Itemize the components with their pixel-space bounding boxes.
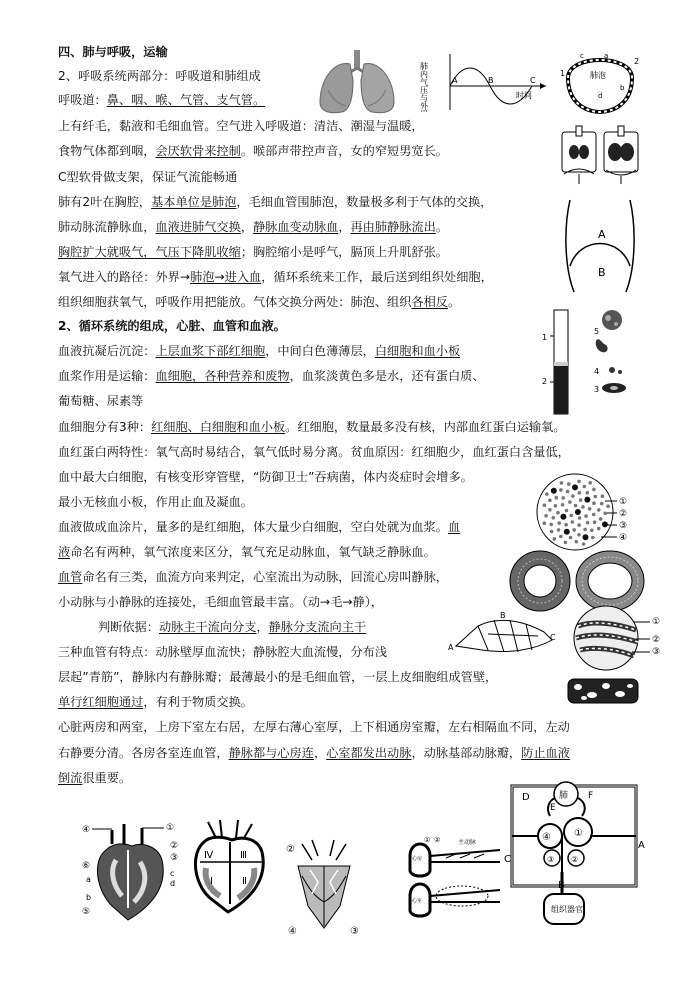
alveolus-figure [560,48,640,120]
text-line [58,219,448,235]
circ-mark-1: ① [574,828,583,839]
blood-cell-dot [557,528,561,532]
text-segment: 小动脉与小静脉的连接处，毛细血管最丰富。（动→毛→静）， [58,595,384,609]
text-segment: 判断依据： [98,620,159,634]
graph-point-a: A [452,76,458,85]
graph-xlabel: 时间 [516,91,532,100]
text-segment: 2、循环系统的组成，心脏、血管和血液。 [58,319,286,333]
graph-point-b: B [488,76,494,85]
underlined-key-phrase: 肺泡→进入血 [190,270,262,284]
blood-cell-dot [544,514,548,518]
blood-cell-dot [543,521,547,525]
text-segment: 最小无核血小板，作用止血及凝血。 [58,495,253,509]
underlined-key-phrase: 静脉分支流向主干 [268,620,367,634]
text-line [58,244,448,260]
text-line [58,694,253,710]
underlined-key-phrase: 白细胞和血小板 [374,344,461,358]
blood-cell-dot [584,514,588,518]
blood-cell-dot [560,514,566,520]
text-segment: 心脏两房和两室，上房下室左右居，左厚右薄心室厚，上下相通房室瓣，左右相隔血不同，左动 [58,720,570,734]
circ-label-c: C [504,854,511,865]
blood-cell-dot [552,516,556,520]
tube-mark-4: 4 [594,367,600,376]
blood-cell-dot [578,491,582,495]
text-segment: 四、肺与呼吸，运输 [58,45,168,59]
blood-cell-dot [559,488,563,492]
heart1-mark-d: d [170,879,176,888]
blood-cell-dot [571,494,575,498]
diaphragm-label-b: B [598,266,606,279]
text-line [58,594,383,610]
heart1-mark-5: ⑤ [82,907,91,917]
alveolus-mark-d: d [598,92,603,100]
text-line [58,118,424,134]
text-segment: 血中最大白细胞，有核变形穿管壁，“防御卫士”吞病菌，体内炎症时会增多。 [58,470,473,484]
heart2-mark-3: Ⅲ [240,850,247,861]
underlined-key-phrase: 血液进肺气交换 [155,220,241,234]
text-segment: 命名有两种，氧气浓度来区分，氧气充足动脉血，氧气缺乏静脉血。 [70,545,436,559]
underlined-key-phrase: 静脉都与心房连 [228,746,314,760]
text-segment: 葡萄糖、尿素等 [58,394,144,408]
alveolus-mark-1: 1 [560,69,566,78]
text-segment: 上有纤毛，黏液和毛细血管。空气进入呼吸道：清洁、潮湿与温暖， [58,119,424,133]
circulation-figure [502,776,652,952]
section-heading [58,318,286,334]
text-line [58,393,143,409]
blood-cell-dot [551,488,557,494]
text-line [58,519,460,535]
blood-cell-dot [566,490,570,494]
text-line [58,569,448,585]
heart2-mark-2: Ⅱ [242,876,247,887]
blood-cell-dot [548,508,552,512]
underlined-key-phrase: 基本单位是肺泡 [151,195,237,209]
heart3-mark-2: ② [286,844,295,855]
text-segment: ，动脉基部动脉瓣， [411,746,522,760]
alveolus-label: 肺泡 [590,71,606,80]
circ-label-b: B [558,880,565,891]
capillary-figure [448,610,562,664]
heart1-mark-b: b [86,893,92,902]
blood-cell-dot [570,514,574,518]
blood-cell-dot [603,512,607,516]
blood-cell-dot [588,507,592,511]
graph-ylabel: 肺内气压与外界气压差 [420,62,429,112]
diaphragm-figure [560,196,640,300]
blood-cell-dot [565,509,569,513]
underlined-key-phrase: 胸腔扩大就吸气，气压下降肌收缩 [58,245,241,259]
smear-mark-2: ② [619,509,628,519]
valve-label: 主动脉 [458,839,477,846]
underlined-key-phrase: 动脉主干流向分支 [158,620,257,634]
heart1-mark-3: ③ [170,853,179,863]
heart-diagram-3 [284,836,364,940]
blood-cell-dot [575,540,579,544]
alveolus-mark-c: c [580,52,584,60]
text-segment: 。红细胞，数量最多没有核，内部血红蛋白运输氧。 [285,420,566,434]
smear-mark-3: ③ [619,521,628,531]
blood-cell-dot [602,521,608,527]
smear-mark-1: ① [619,497,628,507]
text-line [58,770,131,786]
blood-cell-dot [543,503,547,507]
blood-cell-dot [597,508,601,512]
blood-cell-dot [569,536,573,540]
blood-cell-dot [599,517,603,521]
text-segment: ， [313,746,327,760]
blood-cell-dot [557,521,561,525]
valve-mark-2: ② [434,836,441,844]
underlined-key-phrase: 防止血液 [521,746,570,760]
text-line [58,444,570,460]
heart1-mark-2: ② [170,841,179,851]
alveolus-mark-a: a [604,52,609,60]
blood-cell-dot [545,492,549,496]
text-segment: ，循环系统来工作，最后送到组织处细胞， [261,270,493,284]
valve-mark-atrium: 心房 [412,856,423,862]
text-line [58,68,261,84]
underlined-key-phrase: 血细胞，各种营养和废物 [155,369,290,383]
circ-label-a: A [638,840,645,851]
capillary-label-b: B [500,611,506,620]
vessel-valve-figure [400,836,510,930]
blood-cell-dot [582,542,586,546]
heart3-mark-3: ③ [350,926,359,936]
text-line [58,419,565,435]
blood-cell-dot [549,523,553,527]
text-segment: 肺有2叶在胸腔， [58,195,152,209]
alveolus-mark-b: b [620,84,625,92]
blood-cell-dot [577,523,581,527]
blood-tube-figure [540,306,640,422]
text-line [58,92,265,108]
blood-cell-dot [584,497,590,503]
text-segment: ， [256,620,269,634]
text-line [58,719,570,735]
blood-cell-dot [577,533,581,537]
text-segment: 氧气进入的路径：外界→ [58,270,191,284]
blood-cell-dot [556,511,560,515]
blood-cell-dot [592,513,596,517]
blood-cell-dot [578,516,582,520]
alveolus-mark-2: 2 [634,57,640,66]
blood-cell-dot [553,537,557,541]
section-heading [58,44,168,60]
text-segment: 命名有三类，血流方向来判定，心室流出为动脉，回流心房叫静脉， [82,570,448,584]
blood-cell-dot [574,504,578,508]
text-line [98,619,366,635]
text-line [58,745,570,761]
blood-cell-dot [583,485,587,489]
text-segment: 血红蛋白两特性：氧气高时易结合，氧气低时易分离。贫血原因：红细胞少，血红蛋白含量低， [58,445,570,459]
blood-cell-dot [586,521,590,525]
underlined-key-phrase: 倒流 [58,771,83,785]
text-segment: ，中间白色薄薄层， [265,344,375,358]
blood-cell-dot [590,529,594,533]
text-segment: 右静要分清。各房各室连血管， [58,746,229,760]
heart1-mark-a: a [86,875,91,884]
valve-mark-1: ① [424,836,431,844]
blood-cell-dot [575,509,581,515]
text-segment: ，毛细血管围肺泡，数量极多利于气体的交换， [236,195,493,209]
underlined-key-phrase: 心室都发出动脉 [326,746,412,760]
text-line [58,194,492,210]
blood-smear-figure [535,470,635,560]
blood-cell-dot [550,530,554,534]
text-segment: ， [338,220,351,234]
text-segment: 很重要。 [82,771,132,785]
blood-cell-dot [586,491,590,495]
diaphragm-label-a: A [598,228,606,241]
bell-jar-figure [560,124,640,190]
blood-cell-dot [594,495,598,499]
heart-diagram-1 [82,820,182,928]
text-segment: ，有利于物质交换。 [143,695,253,709]
text-line [58,368,485,384]
blood-cell-dot [588,481,592,485]
blood-cell-dot [561,503,565,507]
blood-cell-dot [592,488,596,492]
blood-cell-dot [601,494,605,498]
text-line [58,669,497,685]
text-segment: 组织细胞获氧气，呼吸作用把能放。气体交换分两处：肺泡、组织 [58,295,412,309]
blood-cell-dot [548,499,552,503]
blood-cell-dot [564,541,568,545]
circ-mark-3: ③ [547,855,555,864]
underlined-key-phrase: 单行红细胞通过 [58,695,144,709]
text-line [58,469,473,485]
text-segment: C型软骨做支架，保证气流能畅通 [58,170,238,184]
blood-cell-dot [568,500,572,504]
blood-cell-dot [593,520,597,524]
blood-cell-dot [591,536,595,540]
underlined-key-phrase: 各相反 [411,295,448,309]
underlined-key-phrase: 会厌软骨来控制 [155,144,241,158]
tube-mark-3: 3 [594,385,600,394]
circ-label-d: D [522,792,530,803]
text-segment: ， [240,220,253,234]
heart1-mark-6: ⑥ [82,861,91,871]
lungs-figure [316,50,398,120]
blood-cell-dot [560,481,564,485]
heart1-mark-1: ① [166,823,175,833]
blood-cell-dot [554,504,558,508]
text-line [58,544,436,560]
closeup-mark-2: ② [652,635,661,645]
text-segment: 血细胞分有3种： [58,420,152,434]
pressure-graph-figure [420,52,550,116]
heart2-mark-1: Ⅰ [210,876,213,887]
text-segment: 。 [435,220,448,234]
text-segment: ，血浆淡黄色多是水，还有蛋白质、 [289,369,485,383]
blood-cell-dot [561,496,565,500]
closeup-mark-1: ① [652,617,661,627]
blood-cell-dot [559,535,563,539]
graph-point-c: C [530,76,536,85]
blood-cell-dot [555,496,559,500]
blood-cell-dot [577,480,581,484]
smear-mark-4: ④ [619,533,628,543]
blood-cell-dot [579,498,583,502]
underlined-key-phrase: 血管 [58,570,83,584]
capillary-closeup-figure [566,602,666,676]
blood-cell-dot [592,501,596,505]
text-line [58,343,460,359]
circ-label-lung: 肺 [559,791,569,801]
underlined-key-phrase: 血 [448,520,461,534]
text-segment: 肺动脉流静脉血， [58,220,156,234]
circ-mark-4: ④ [542,832,551,843]
text-segment: 。 [448,295,461,309]
blood-cell-dot [564,523,568,527]
underlined-key-phrase: 红细胞、白细胞和血小板 [151,420,286,434]
circ-label-tissue: 组织器官 [551,905,583,914]
heart-diagram-2 [186,818,276,918]
blood-cell-dot [606,504,610,508]
text-segment: 食物气体都到咽， [58,144,156,158]
text-segment: 。喉部声带控声音，女的窄短男宽长。 [240,144,448,158]
closeup-mark-3: ③ [652,647,661,657]
text-segment: 层起”青筋”，静脉内有静脉瓣；最薄最小的是毛细血管，一层上皮细胞组成管壁， [58,670,498,684]
tube-mark-1: 1 [542,333,548,342]
circ-label-f: F [588,791,594,801]
underlined-key-phrase: 静脉血变动脉血 [253,220,339,234]
text-segment: ；胸腔缩小是呼气，膈顶上升肌舒张。 [240,245,448,259]
valve-mark-ventricle: 心室 [412,898,423,904]
tube-mark-5: 5 [594,327,600,336]
heart1-mark-c: c [170,869,175,878]
text-segment: 2、呼吸系统两部分：呼吸道和肺组成 [58,69,261,83]
blood-cell-dot [564,529,570,535]
blood-cell-dot [597,527,601,531]
blood-cell-dot [572,484,578,490]
text-segment: 血液做成血涂片，量多的是红细胞，体大量少白细胞，空白处就为血浆。 [58,520,448,534]
blood-cell-dot [600,502,604,506]
text-segment: 血液抗凝后沉淀： [58,344,156,358]
blood-cell-dot [583,528,587,532]
text-line [58,143,448,159]
vessel-tube-figure [566,677,640,709]
heart3-mark-4: ④ [288,926,297,936]
underlined-key-phrase: 再由肺静脉流出 [350,220,436,234]
underlined-key-phrase: 鼻、咽、喉、气管、支气管。 [106,93,266,107]
blood-cell-dot [583,534,589,540]
text-line [58,644,387,660]
capillary-label-c: C [550,633,556,642]
heart1-mark-4: ④ [82,825,91,835]
blood-cell-dot [581,505,585,509]
text-line [58,169,237,185]
circ-label-e: E [550,803,556,813]
blood-cell-dot [567,482,571,486]
circ-mark-2: ② [571,855,579,864]
tube-mark-2: 2 [542,377,548,386]
text-segment: 三种血管有特点：动脉壁厚血流快；静脉腔大血流慢，分布浅 [58,645,388,659]
text-line [58,494,253,510]
text-line [58,269,493,285]
text-segment: 呼吸道： [58,93,107,107]
heart2-mark-4: Ⅳ [204,850,214,861]
blood-cell-dot [572,528,576,532]
capillary-label-a: A [448,643,454,652]
blood-cell-dot [571,520,575,524]
underlined-key-phrase: 液 [58,545,71,559]
text-line [58,294,460,310]
text-segment: 血浆作用是运输： [58,369,156,383]
underlined-key-phrase: 上层血浆下部红细胞 [155,344,266,358]
